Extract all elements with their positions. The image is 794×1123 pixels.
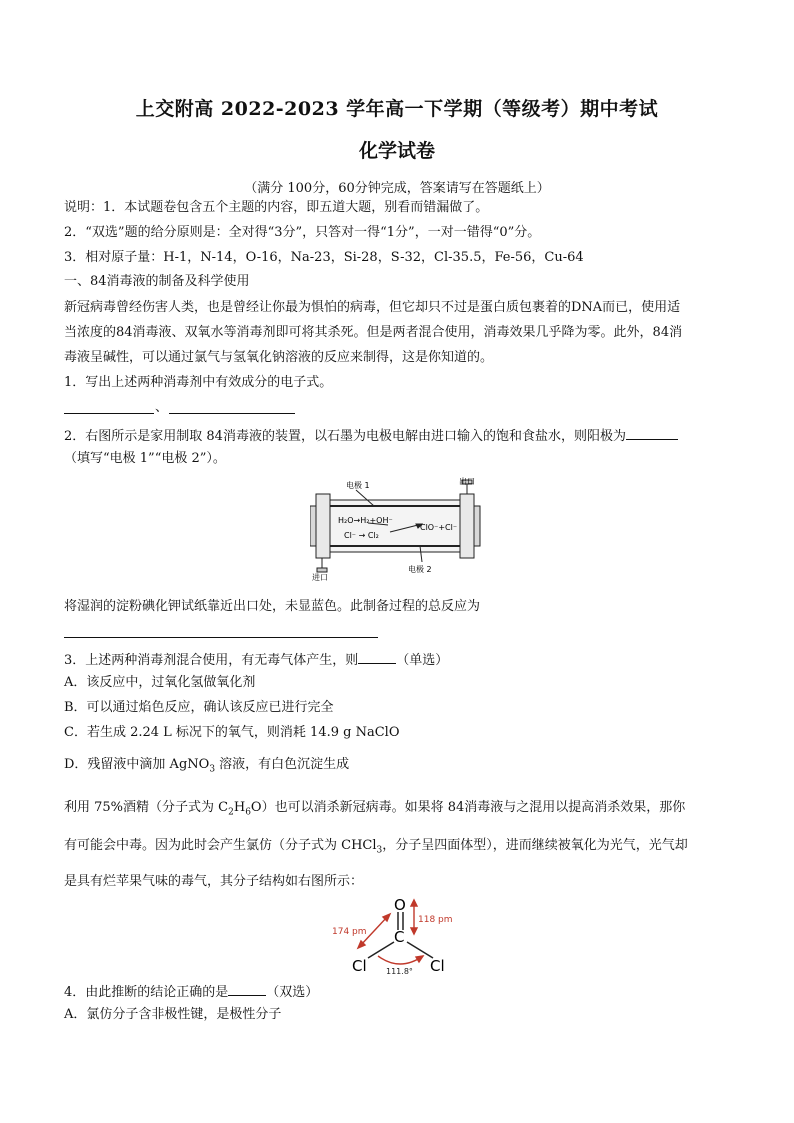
page-title: 上交附高 2022-2023 学年高一下学期（等级考）期中考试 [135, 98, 659, 120]
inlet-label: 进口 [312, 573, 328, 582]
paragraph-text: 利用 75%酒精（分子式为 C [64, 800, 229, 815]
question-3 [64, 650, 448, 669]
question-2 [64, 426, 678, 445]
paragraph-text: O）也可以消杀新冠病毒。如果将 84消毒液与之混用以提高消杀效果，那你 [250, 800, 686, 815]
intro-line-2: 当浓度的84消毒液、双氧水等消毒剂即可将其杀死。但是两者混合使用，消毒效果几乎降为零。此外，84消 [64, 325, 683, 340]
subscript: 2 [228, 807, 234, 818]
question-2-continued: 将湿润的淀粉碘化钾试纸靠近出口处，未显蓝色。此制备过程的总反应为 [64, 599, 481, 614]
answer-blank-1a[interactable] [64, 413, 154, 414]
answer-blank-4[interactable] [228, 982, 266, 996]
option-3b: B．可以通过焰色反应，确认该反应已进行完全 [64, 700, 334, 715]
answer-blank-1b[interactable] [169, 413, 295, 414]
answer-blank-3[interactable] [358, 650, 396, 664]
answer-separator: 、 [155, 400, 169, 415]
question-3-text: 3．上述两种消毒剂混合使用，有无毒气体产生，则 [64, 653, 359, 668]
phosgene-molecule-diagram [330, 894, 470, 976]
bond-length-co: 118 pm [418, 915, 453, 925]
subscript: 6 [245, 807, 251, 818]
intro-line-3: 毒液呈碱性，可以通过氯气与氢氧化钠溶液的反应来制得，这是你知道的。 [64, 350, 494, 365]
question-4-text: 4．由此推断的结论正确的是 [64, 985, 229, 1000]
outlet-label: 出口 [459, 477, 475, 486]
subscript: 3 [376, 845, 383, 856]
instruction-line-1: 说明：1．本试题卷包含五个主题的内容，即五道大题，别看而错漏做了。 [64, 200, 489, 215]
page-subtitle: 化学试卷 [358, 140, 435, 162]
answer-blank-2[interactable] [626, 426, 678, 440]
question-2-hint: （填写“电极 1”“电极 2”）。 [64, 451, 226, 466]
paragraph-line-1 [64, 800, 685, 821]
instruction-line-2: 2．“双选”题的给分原则是：全对得“3分”，只答对一得“1分”，一对一错得“0”分。 [64, 225, 541, 240]
atom-chlorine-right: Cl [430, 957, 445, 975]
paragraph-text: 有可能会中毒。因为此时会产生氯仿（分子式为 CHCl [64, 838, 377, 853]
bond-length-ccl: 174 pm [332, 927, 367, 937]
option-4a: A．氯仿分子含非极性键，是极性分子 [64, 1007, 282, 1022]
question-3-type: （单选） [396, 653, 449, 668]
reaction-cathode: H₂O→H₂+OH⁻ [338, 516, 393, 525]
electrolysis-diagram [310, 476, 494, 584]
paragraph-text: H [233, 800, 246, 815]
option-3a: A．该反应中，过氧化氢做氧化剂 [64, 675, 256, 690]
question-4 [64, 982, 318, 1001]
subscript: 3 [209, 764, 216, 775]
option-3d [64, 757, 349, 778]
exam-note: （满分 100分，60分钟完成，答案请写在答题纸上） [244, 181, 550, 196]
reaction-product: ClO⁻+Cl⁻ [420, 523, 458, 532]
option-3d-text-end: 溶液，有白色沉淀生成 [215, 757, 350, 772]
instruction-line-3: 3．相对原子量：H-1，N-14，O-16，Na-23，Si-28，S-32，Cl-35.5，Fe-56，Cu-64 [64, 250, 584, 265]
question-4-type: （双选） [266, 985, 319, 1000]
question-1: 1．写出上述两种消毒剂中有效成分的电子式。 [64, 375, 333, 390]
atom-oxygen: O [394, 896, 406, 914]
option-3d-text: D．残留液中滴加 AgNO [64, 757, 210, 772]
electrode-2-label: 电极 2 [408, 565, 432, 574]
answer-blank-2-equation[interactable] [64, 637, 378, 638]
intro-line-1: 新冠病毒曾经伤害人类，也是曾经让你最为惧怕的病毒，但它却只不过是蛋白质包裹着的DNA而已，使用适 [64, 300, 681, 315]
question-2-text: 2．右图所示是家用制取 84消毒液的装置，以石墨为电极电解由进口输入的饱和食盐水，则阳极为 [64, 429, 626, 444]
paragraph-line-3: 是具有烂苹果气味的毒气，其分子结构如右图所示： [64, 874, 364, 889]
bond-angle: 111.8° [386, 967, 413, 976]
electrode-1-label: 电极 1 [346, 481, 370, 490]
section-heading: 一、84消毒液的制备及科学使用 [64, 274, 250, 289]
paragraph-text: ，分子呈四面体型），进而继续被氧化为光气，光气却 [382, 838, 688, 853]
option-3c: C．若生成 2.24 L 标况下的氧气，则消耗 14.9 g NaClO [64, 725, 400, 740]
atom-chlorine-left: Cl [352, 957, 367, 975]
reaction-anode: Cl⁻ → Cl₂ [344, 531, 379, 540]
atom-carbon: C [394, 928, 405, 946]
paragraph-line-2 [64, 838, 688, 859]
